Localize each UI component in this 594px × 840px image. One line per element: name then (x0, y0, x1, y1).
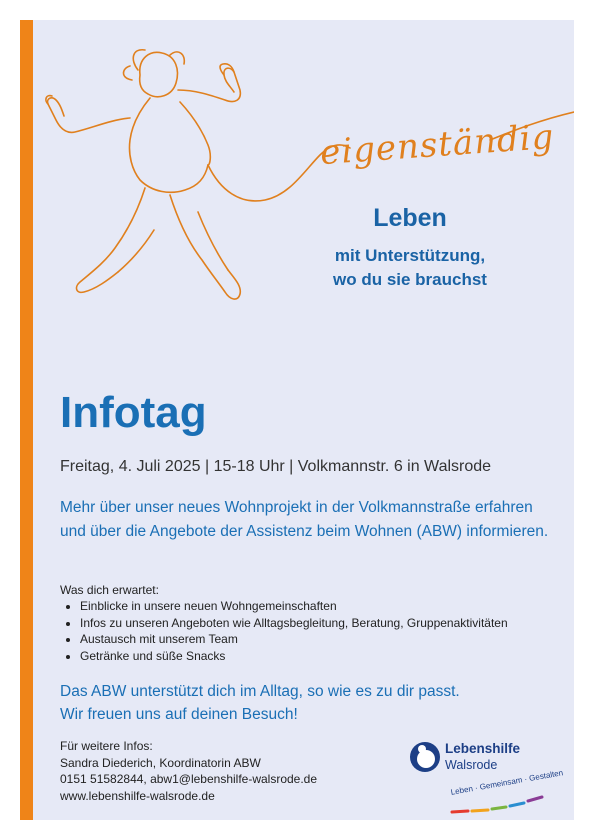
logo-color-strokes-icon (448, 786, 558, 816)
jumping-person-illustration (20, 20, 574, 360)
logo-city: Walsrode (445, 758, 498, 772)
logo-name: Lebenshilfe (445, 741, 521, 756)
list-item: • Infos zu unseren Angeboten wie Alltagsbegleitung, Beratung, Gruppenaktivitäten (80, 615, 570, 632)
closing-line-2: Wir freuen uns auf deinen Besuch! (60, 706, 298, 723)
tagline (290, 202, 530, 292)
tagline-line-2: wo du sie brauchst (333, 270, 487, 289)
contact-website-link[interactable]: www.lebenshilfe-walsrode.de (60, 788, 215, 803)
script-word-eigenstaendig: eigenständig (318, 116, 556, 174)
logo-slogan: Leben · Gemeinsam · Gestalten (450, 768, 564, 797)
expect-heading: Was dich erwartet: (60, 583, 159, 597)
closing-text (60, 680, 540, 726)
lebenshilfe-logo (408, 738, 564, 818)
event-date-line: Freitag, 4. Juli 2025 | 15-18 Uhr | Volkmannstr. 6 in Walsrode (60, 458, 492, 475)
contact-person: Sandra Diederich, Koordinatorin ABW (60, 755, 261, 770)
list-item: • Einblicke in unsere neuen Wohngemeinschaften (80, 598, 570, 615)
tagline-main: Leben (373, 204, 447, 232)
closing-line-1: Das ABW unterstützt dich im Alltag, so wie es zu dir passt. (60, 683, 460, 700)
contact-block (60, 738, 317, 804)
list-item: • Austausch mit unserem Team (80, 631, 570, 648)
tagline-sub (290, 244, 530, 292)
expect-list (60, 598, 570, 664)
list-item: • Getränke und süße Snacks (80, 648, 570, 665)
page-title: Infotag (60, 388, 207, 437)
lebenshilfe-logo-mark-icon (408, 740, 442, 774)
intro-paragraph: Mehr über unser neues Wohnprojekt in der Volkmannstraße erfahren und über die Angebote der Assistenz beim Wohnen (ABW) informieren. (60, 499, 549, 540)
contact-heading: Für weitere Infos: (60, 739, 153, 753)
tagline-line-1: mit Unterstützung, (334, 246, 486, 265)
contact-phone-email[interactable]: 0151 51582844, abw1@lebenshilfe-walsrode.de (60, 772, 318, 786)
flyer-page (20, 20, 574, 820)
